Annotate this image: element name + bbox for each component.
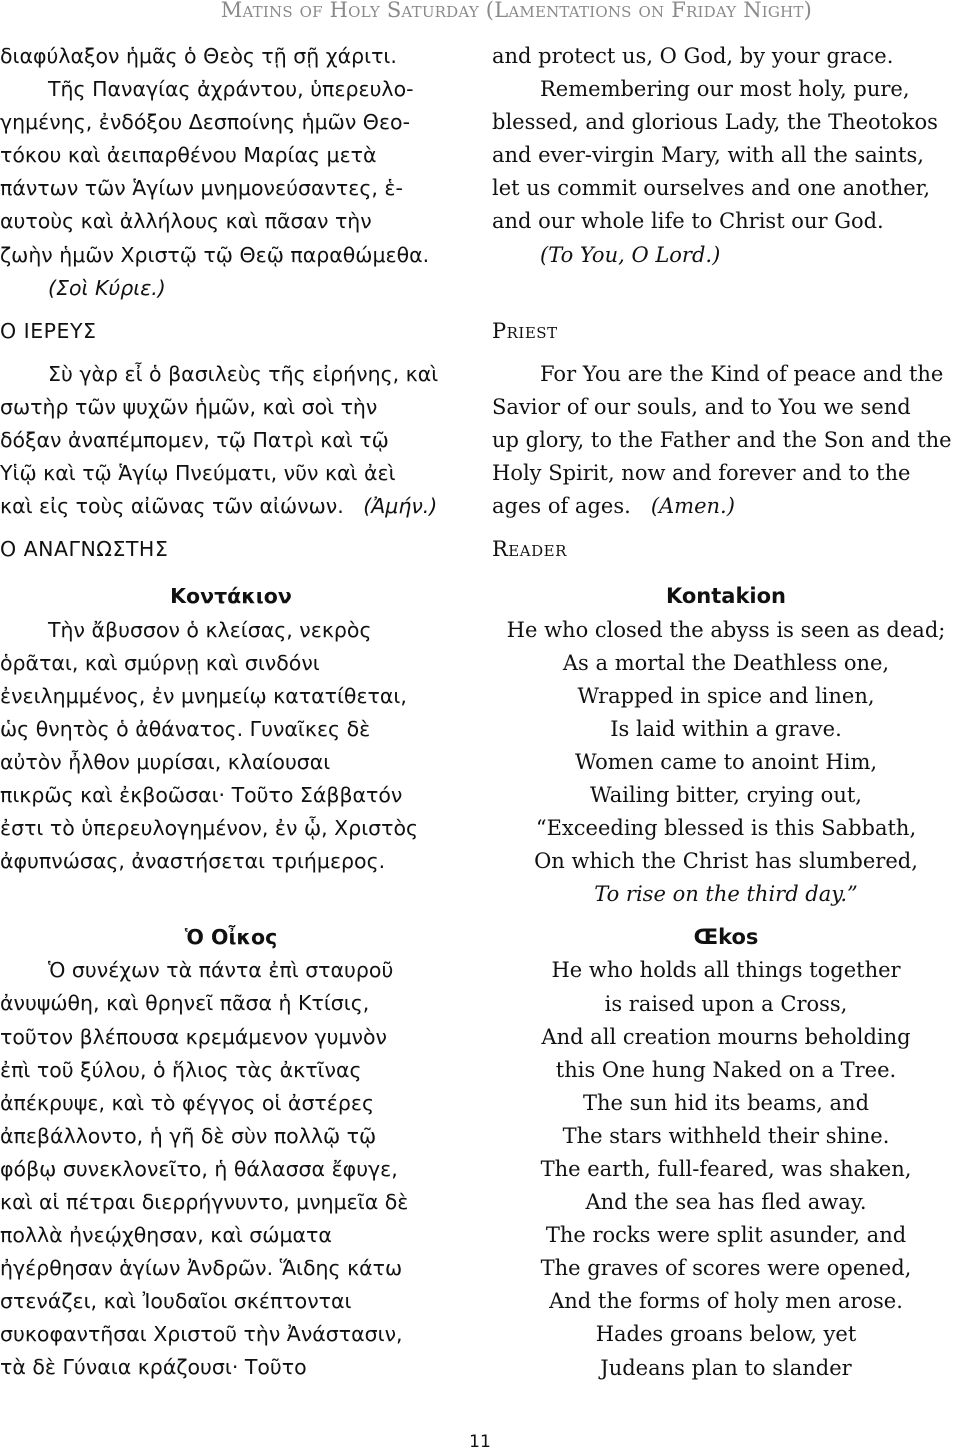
english-line: The sun hid its beams, and xyxy=(582,1090,870,1115)
greek-line: αυτοὺς καὶ ἀλλήλους καὶ πᾶσαν τὴν xyxy=(0,209,372,234)
greek-line: ἐστι τὸ ὑπερευλογημένον, ἐν ᾧ, Χριστὸς xyxy=(0,816,419,841)
greek-line: ἐνειλημμένος, ἐν μνημείῳ κατατίθεται, xyxy=(0,683,407,708)
english-line: The rocks were split asunder, and xyxy=(545,1223,907,1248)
english-line: The graves of scores were opened, xyxy=(540,1256,912,1281)
english-line: up glory, to the Father and the Son and the xyxy=(492,428,952,453)
greek-line: δόξαν ἀναπέμπομεν, τῷ Πατρὶ καὶ τῷ xyxy=(0,428,389,453)
english-line: and our whole life to Christ our God. xyxy=(492,209,884,234)
english-line: He who closed the abyss is seen as dead; xyxy=(506,617,946,642)
english-line: Is laid within a grave. xyxy=(610,716,842,741)
greek-line: καὶ εἰς τοὺς αἰῶνας τῶν αἰώνων. xyxy=(0,494,344,519)
english-line: On which the Christ has slumbered, xyxy=(534,849,918,874)
english-line: The stars withheld their shine. xyxy=(562,1123,890,1148)
english-oikos-title: Œkos xyxy=(693,925,759,950)
english-response: (Amen.) xyxy=(650,494,735,519)
greek-line: Σὺ γὰρ εἶ ὁ βασιλεὺς τῆς εἰρήνης, καὶ xyxy=(48,361,439,386)
english-line: And the sea has fled away. xyxy=(585,1190,867,1215)
greek-line: τόκου καὶ ἀειπαρθένου Μαρίας μετὰ xyxy=(0,143,377,168)
greek-priest-label: Ο ΙΕΡΕΥΣ xyxy=(0,318,97,343)
greek-oikos-title: Ὁ Οἶκος xyxy=(184,925,278,950)
english-line: Hades groans below, yet xyxy=(595,1322,857,1347)
greek-line: ἠγέρθησαν ἁγίων Ἀνδρῶν. Ἅιδης κάτω xyxy=(0,1256,403,1281)
english-line: and protect us, O God, by your grace. xyxy=(492,44,894,68)
greek-line: διαφύλαξον ἡμᾶς ὁ Θεὸς τῇ σῇ χάριτι. xyxy=(0,44,397,68)
english-line: Savior of our souls, and to You we send xyxy=(492,394,911,419)
greek-line: τὰ δὲ Γύναια κράζουσι· Τοῦτο xyxy=(0,1355,307,1380)
running-header: Matins of Holy Saturday (Lamentations on Friday Night) xyxy=(220,0,812,22)
english-response: (To You, O Lord.) xyxy=(540,242,721,267)
english-line: As a mortal the Deathless one, xyxy=(562,650,890,675)
english-line: ages of ages. xyxy=(492,494,631,519)
english-line: He who holds all things together xyxy=(551,958,901,983)
english-line: Holy Spirit, now and forever and to the xyxy=(492,461,911,486)
greek-line: πολλὰ ἠνεῴχθησαν, καὶ σώματα xyxy=(0,1223,332,1248)
greek-line: ὁρᾶται, καὶ σμύρνῃ καὶ σινδόνι xyxy=(0,650,320,675)
greek-reader-label: Ο ΑΝΑΓΝΩΣΤΗΣ xyxy=(0,537,169,562)
greek-line: πάντων τῶν Ἁγίων μνημονεύσαντες, ἑ- xyxy=(0,176,403,201)
greek-line: Τὴν ἄβυσσον ὁ κλείσας, νεκρὸς xyxy=(48,617,372,642)
english-reader-label: Reader xyxy=(492,537,567,562)
english-line: And all creation mourns beholding xyxy=(541,1024,911,1049)
english-priest-label: Priest xyxy=(492,318,558,343)
greek-line: ἐπὶ τοῦ ξύλου, ὁ ἥλιος τὰς ἀκτῖνας xyxy=(0,1057,362,1082)
english-line: “Exceeding blessed is this Sabbath, xyxy=(535,816,917,841)
greek-line: τοῦτον βλέπουσα κρεμάμενον γυμνὸν xyxy=(0,1024,387,1049)
greek-line: Υἱῷ καὶ τῷ Ἁγίῳ Πνεύματι, νῦν καὶ ἀεὶ xyxy=(0,461,396,486)
greek-response: (Σοὶ Κύριε.) xyxy=(48,275,166,300)
english-line: Wrapped in spice and linen, xyxy=(577,683,875,708)
greek-response: (Ἀμήν.) xyxy=(363,494,438,519)
english-kontakion-title: Kontakion xyxy=(665,584,787,609)
english-line: Women came to anoint Him, xyxy=(574,749,878,774)
english-line: Judeans plan to slander xyxy=(600,1355,852,1380)
greek-line: σωτὴρ τῶν ψυχῶν ἡμῶν, καὶ σοὶ τὴν xyxy=(0,394,378,419)
english-line: is raised upon a Cross, xyxy=(604,991,848,1016)
english-column xyxy=(492,40,960,1385)
greek-line: πικρῶς καὶ ἐκβοῶσαι· Τοῦτο Σάββατόν xyxy=(0,782,403,807)
greek-line: ζωὴν ἡμῶν Χριστῷ τῷ Θεῷ παραθώμεθα. xyxy=(0,242,430,267)
greek-column xyxy=(0,40,462,1385)
english-line: The earth, full-feared, was shaken, xyxy=(540,1157,912,1181)
greek-kontakion-title: Κοντάκιον xyxy=(170,584,292,609)
greek-line: Ὁ συνέχων τὰ πάντα ἐπὶ σταυροῦ xyxy=(48,958,394,983)
greek-line: ἀνυψώθη, καὶ θρηνεῖ πᾶσα ἡ Κτίσις, xyxy=(0,991,370,1016)
english-line: Remembering our most holy, pure, xyxy=(540,77,910,102)
greek-line: φόβῳ συνεκλονεῖτο, ἡ θάλασσα ἔφυγε, xyxy=(0,1156,398,1181)
greek-line: στενάζει, καὶ Ἰουδαῖοι σκέπτονται xyxy=(0,1289,352,1314)
greek-line: αὐτὸν ἦλθον μυρίσαι, κλαίουσαι xyxy=(0,749,331,774)
english-line: let us commit ourselves and one another, xyxy=(492,176,931,201)
greek-line: Τῆς Παναγίας ἀχράντου, ὑπερευλο- xyxy=(48,77,414,102)
greek-line-with-response xyxy=(0,490,462,523)
english-line: To rise on the third day.” xyxy=(594,882,858,907)
greek-line: ἀφυπνώσας, ἀναστήσεται τριήμερος. xyxy=(0,849,386,874)
english-line: and ever-virgin Mary, with all the saints, xyxy=(492,143,924,168)
english-line: this One hung Naked on a Tree. xyxy=(555,1057,897,1082)
page-number: 11 xyxy=(469,1432,491,1452)
greek-line: καὶ αἱ πέτραι διερρήγνυντο, μνημεῖα δὲ xyxy=(0,1190,409,1214)
greek-line: ἀπεβάλλοντο, ἡ γῆ δὲ σὺν πολλῷ τῷ xyxy=(0,1123,377,1148)
greek-line: ἀπέκρυψε, καὶ τὸ φέγγος οἱ ἀστέρες xyxy=(0,1090,374,1115)
english-line-with-response xyxy=(492,490,960,523)
greek-line: γημένης, ἐνδόξου Δεσποίνης ἡμῶν Θεο- xyxy=(0,110,410,135)
greek-line: ὡς θνητὸς ὁ ἀθάνατος. Γυναῖκες δὲ xyxy=(0,716,371,741)
english-line: And the forms of holy men arose. xyxy=(549,1289,903,1314)
english-line: blessed, and glorious Lady, the Theotokos xyxy=(492,110,938,135)
greek-line: συκοφαντῆσαι Χριστοῦ τὴν Ἀνάστασιν, xyxy=(0,1322,403,1347)
english-line: Wailing bitter, crying out, xyxy=(590,782,862,807)
english-line: For You are the Kind of peace and the xyxy=(540,361,944,386)
